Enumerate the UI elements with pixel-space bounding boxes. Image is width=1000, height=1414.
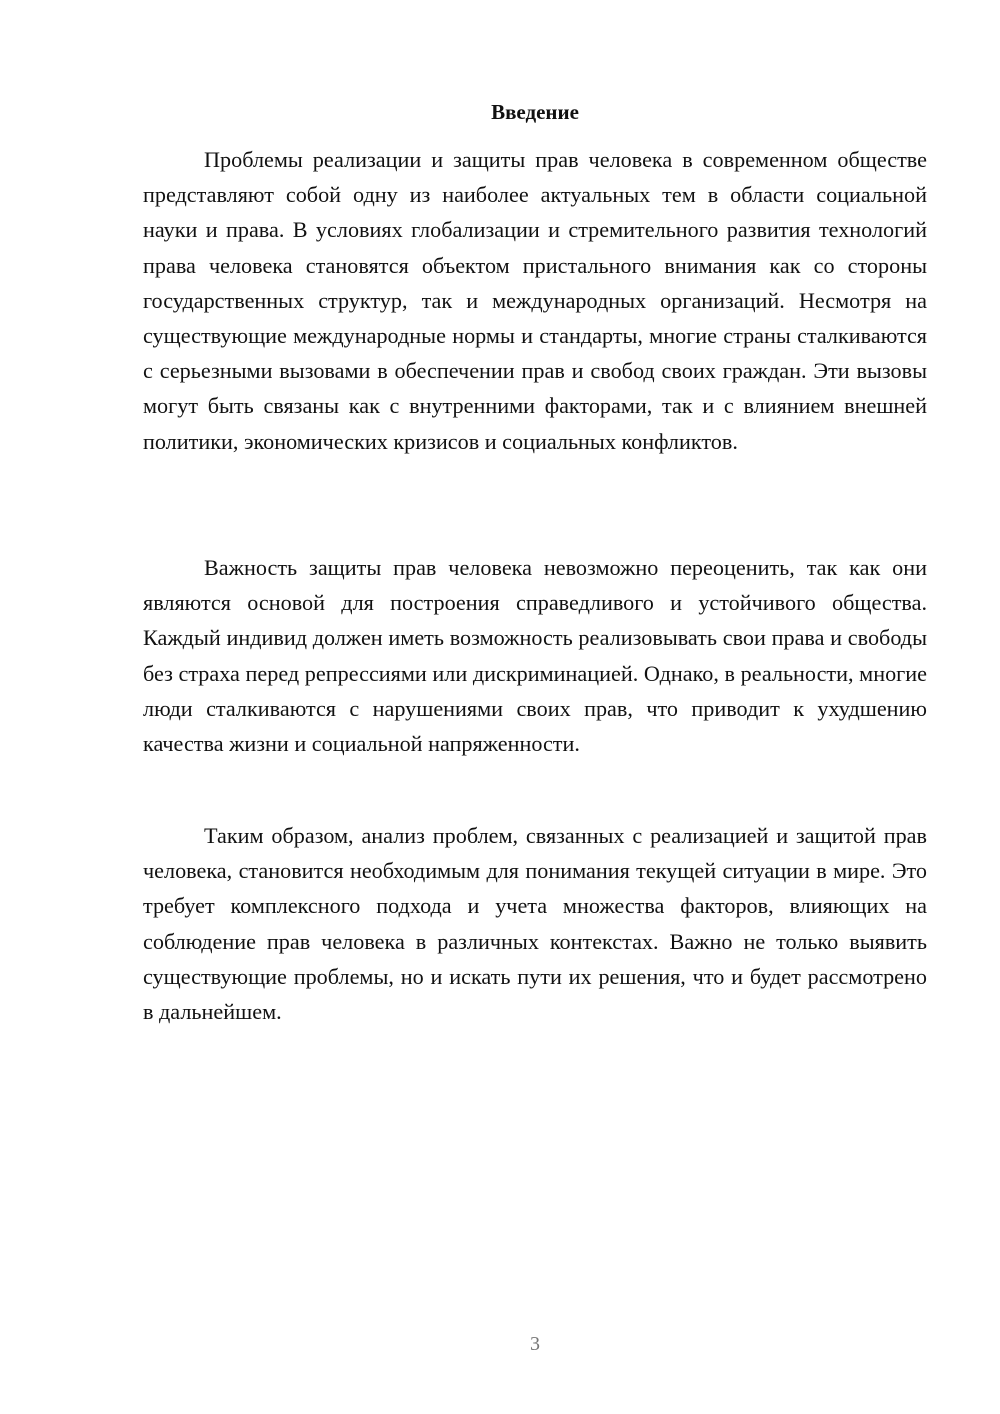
page-number: 3 (530, 1333, 540, 1355)
paragraph-1: Проблемы реализации и защиты прав человека в современном обществе представляют собой одну из наиболее актуальных тем в области социальной науки и права. В условиях глобализации и стремительного развития технологий права человека становятся объектом пристального внимания как со стороны государственных структур, так и международных организаций. Несмотря на существующие международные нормы и стандарты, многие страны сталкиваются с серьезными вызовами в обеспечении прав и свобод своих граждан. Эти вызовы могут быть связаны как с внутренними факторами, так и с влиянием внешней политики, экономических кризисов и социальных конфликтов. (143, 147, 927, 454)
paragraph-3: Таким образом, анализ проблем, связанных с реализацией и защитой прав человека, становится необходимым для понимания текущей ситуации в мире. Это требует комплексного подхода и учета множества факторов, влияющих на соблюдение прав человека в различных контекстах. Важно не только выявить существующие проблемы, но и искать пути их решения, что и будет рассмотрено в дальнейшем. (143, 823, 927, 1025)
section-heading: Введение (491, 100, 579, 124)
paragraph-2: Важность защиты прав человека невозможно переоценить, так как они являются основой для построения справедливого и устойчивого общества. Каждый индивид должен иметь возможность реализовывать свои права и свободы без страха перед репрессиями или дискриминацией. Однако, в реальности, многие люди сталкиваются с нарушениями своих прав, что приводит к ухудшению качества жизни и социальной напряженности. (143, 555, 927, 757)
